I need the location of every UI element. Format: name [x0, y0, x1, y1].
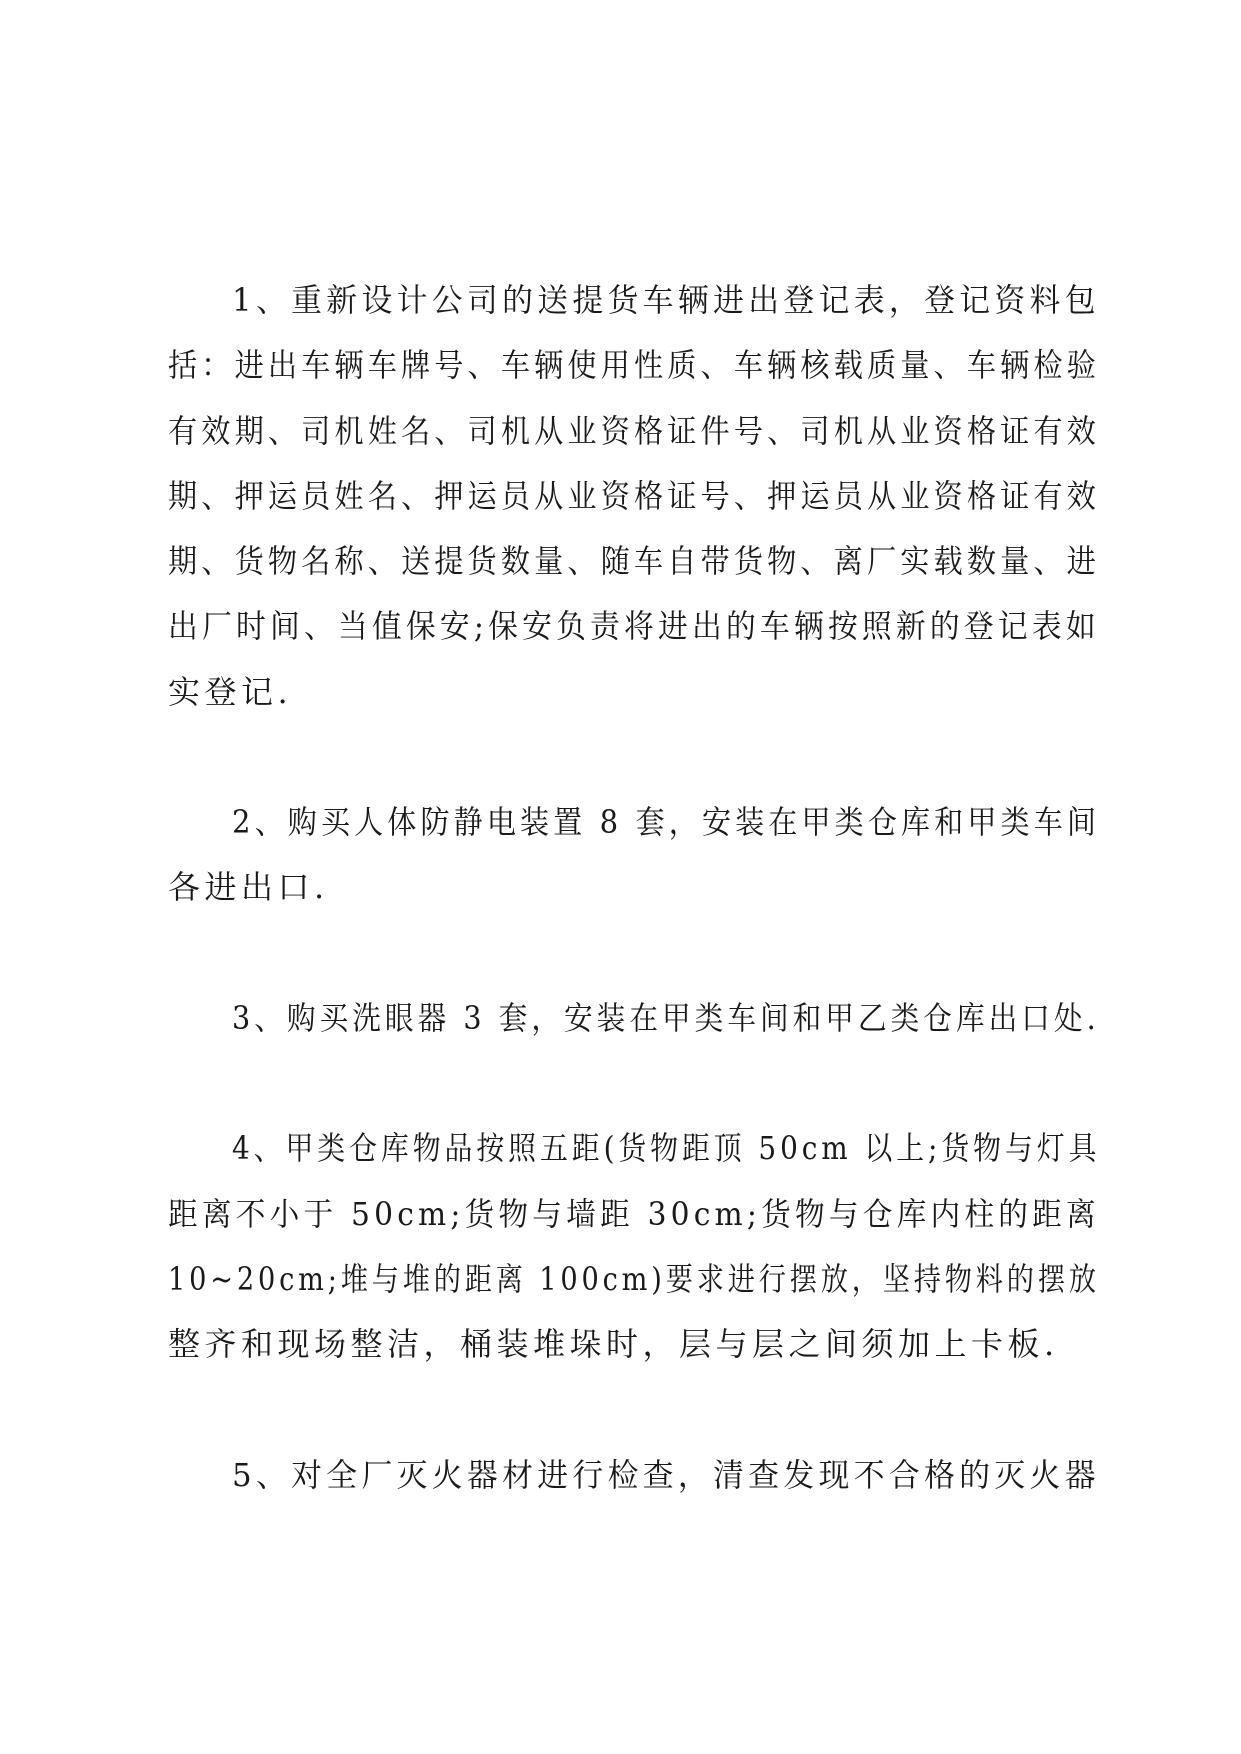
- paragraph-3-line-1: 3、购买洗眼器 3 套，安装在甲类车间和甲乙类仓库出口处.: [232, 999, 1100, 1037]
- paragraph-1-line-1: 1、重新设计公司的送提货车辆进出登记表，登记资料包: [232, 281, 1100, 319]
- paragraph-4-line-4: 整齐和现场整洁，桶装堆垛时，层与层之间须加上卡板.: [168, 1325, 1059, 1363]
- paragraph-4-line-1: 4、甲类仓库物品按照五距(货物距顶 50cm 以上;货物与灯具: [232, 1129, 1101, 1167]
- paragraph-1-line-6: 出厂时间、当值保安;保安负责将进出的车辆按照新的登记表如: [168, 607, 1100, 645]
- paragraph-1-line-2: 括：进出车辆车牌号、车辆使用性质、车辆核载质量、车辆检验: [168, 346, 1100, 384]
- paragraph-2-line-2: 各进出口.: [168, 868, 329, 906]
- paragraph-1-line-5: 期、货物名称、送提货数量、随车自带货物、离厂实载数量、进: [168, 542, 1100, 580]
- paragraph-1-line-7: 实登记.: [168, 673, 293, 711]
- paragraph-2-line-1: 2、购买人体防静电装置 8 套，安装在甲类仓库和甲类车间: [232, 803, 1101, 841]
- paragraph-1-line-3: 有效期、司机姓名、司机从业资格证件号、司机从业资格证有效: [168, 412, 1100, 450]
- paragraph-1-line-4: 期、押运员姓名、押运员从业资格证号、押运员从业资格证有效: [168, 477, 1100, 515]
- paragraph-5-line-1: 5、对全厂灭火器材进行检查，清查发现不合格的灭火器: [232, 1456, 1100, 1494]
- paragraph-4-line-2: 距离不小于 50cm;货物与墙距 30cm;货物与仓库内柱的距离: [168, 1195, 1100, 1233]
- paragraph-4-line-3: 10~20cm;堆与堆的距离 100cm)要求进行摆放，坚持物料的摆放: [168, 1260, 1100, 1298]
